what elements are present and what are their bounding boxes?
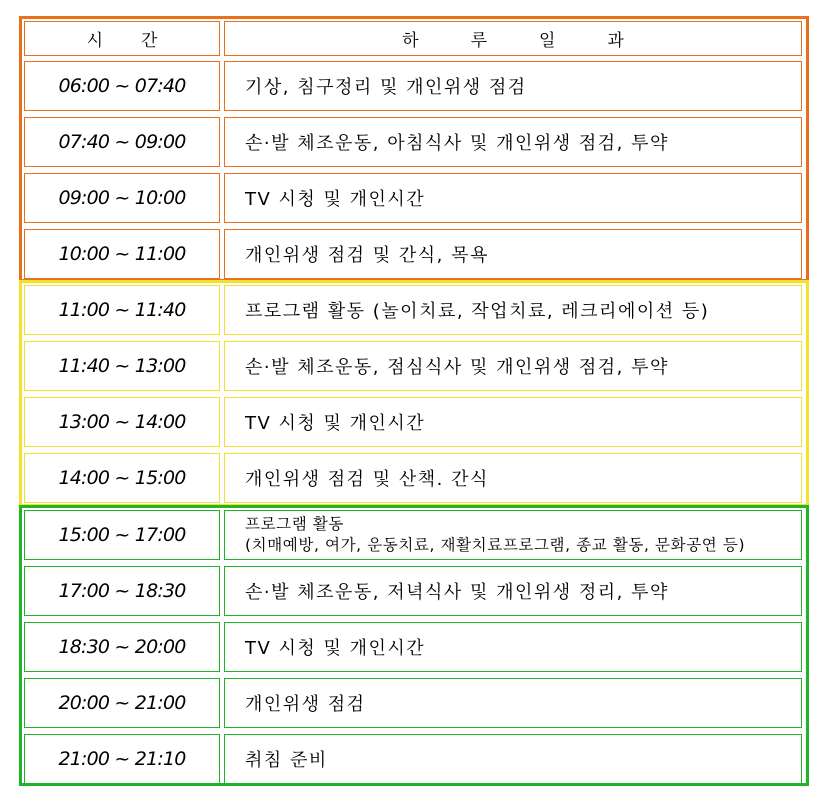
activity-cell <box>224 678 802 728</box>
activity-line: TV 시청 및 개인시간 <box>245 638 426 659</box>
time-cell: 21:00 ~ 21:10 <box>24 734 220 784</box>
time-cell: 13:00 ~ 14:00 <box>24 397 220 447</box>
schedule-group-2 <box>19 280 809 507</box>
time-cell: 07:40 ~ 09:00 <box>24 117 220 167</box>
activity-line: 개인위생 점검 및 간식, 목욕 <box>245 245 489 266</box>
time-cell: 20:00 ~ 21:00 <box>24 678 220 728</box>
header-activity: 하루일과 <box>224 21 802 56</box>
activity-cell <box>224 229 802 279</box>
time-cell: 15:00 ~ 17:00 <box>24 510 220 560</box>
time-cell: 06:00 ~ 07:40 <box>24 61 220 111</box>
activity-line: 취침 준비 <box>245 750 328 771</box>
header-time: 시간 <box>24 21 220 56</box>
time-cell: 09:00 ~ 10:00 <box>24 173 220 223</box>
activity-line: 손·발 체조운동, 점심식사 및 개인위생 점검, 투약 <box>245 357 669 378</box>
time-cell: 18:30 ~ 20:00 <box>24 622 220 672</box>
time-cell: 14:00 ~ 15:00 <box>24 453 220 503</box>
activity-cell <box>224 173 802 223</box>
activity-line: 프로그램 활동 (놀이치료, 작업치료, 레크리에이션 등) <box>245 301 710 322</box>
activity-line: (치매예방, 여가, 운동치료, 재활치료프로그램, 종교 활동, 문화공연 등) <box>245 536 746 554</box>
time-cell: 11:00 ~ 11:40 <box>24 285 220 335</box>
activity-line: 개인위생 점검 <box>245 694 366 715</box>
time-cell: 11:40 ~ 13:00 <box>24 341 220 391</box>
activity-line: 기상, 침구정리 및 개인위생 점검 <box>245 77 527 98</box>
activity-cell <box>224 341 802 391</box>
activity-cell <box>224 61 802 111</box>
schedule-group-3 <box>19 505 809 786</box>
schedule-group-1 <box>19 16 809 282</box>
activity-line: TV 시청 및 개인시간 <box>245 189 426 210</box>
activity-cell <box>224 117 802 167</box>
activity-line: 손·발 체조운동, 아침식사 및 개인위생 점검, 투약 <box>245 133 669 154</box>
activity-cell <box>224 566 802 616</box>
activity-line: 개인위생 점검 및 산책. 간식 <box>245 469 489 490</box>
activity-line: TV 시청 및 개인시간 <box>245 413 426 434</box>
activity-line: 손·발 체조운동, 저녁식사 및 개인위생 정리, 투약 <box>245 582 669 603</box>
activity-cell <box>224 453 802 503</box>
activity-cell <box>224 510 802 560</box>
daily-schedule-table <box>19 16 811 786</box>
activity-cell <box>224 734 802 784</box>
activity-cell <box>224 397 802 447</box>
activity-cell <box>224 622 802 672</box>
time-cell: 17:00 ~ 18:30 <box>24 566 220 616</box>
activity-cell <box>224 285 802 335</box>
time-cell: 10:00 ~ 11:00 <box>24 229 220 279</box>
activity-line: 프로그램 활동 <box>245 515 344 533</box>
